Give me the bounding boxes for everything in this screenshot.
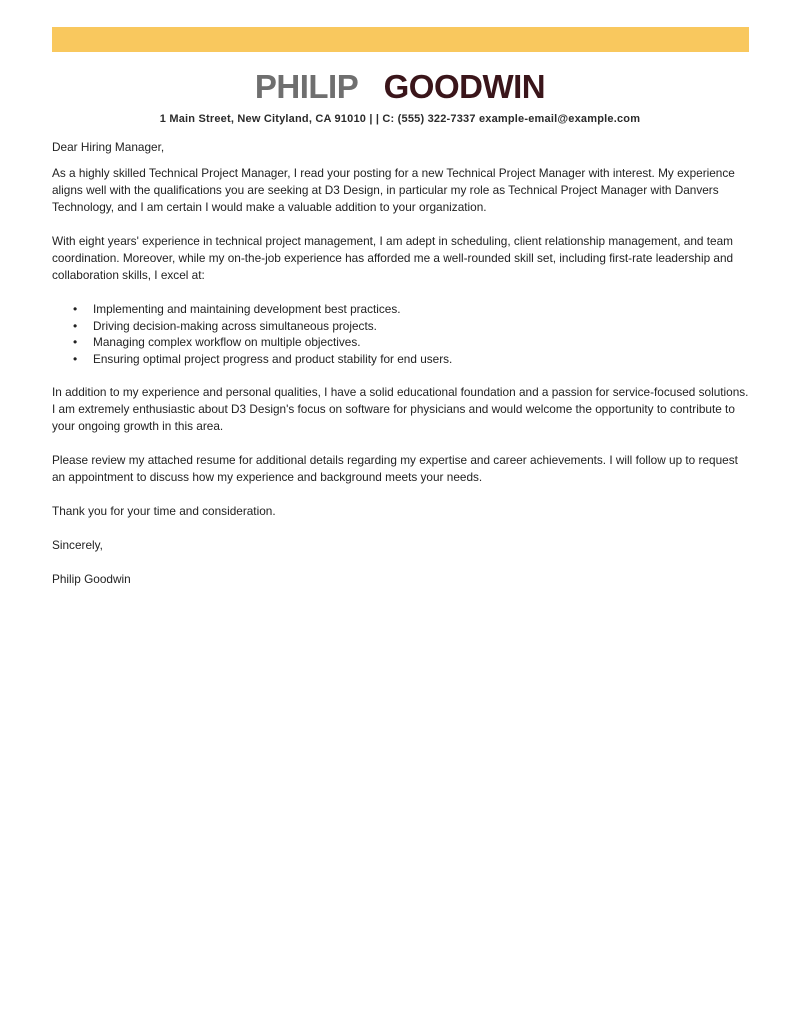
paragraph-follow-up: Please review my attached resume for additional details regarding my expertise and career achievements. I will follow up to request an appointment to discuss how my experience and background meets your needs.: [52, 453, 738, 484]
header-banner: [52, 27, 749, 52]
signoff: Sincerely,: [52, 538, 103, 552]
bullet-item: • Driving decision-making across simultaneous projects.: [52, 318, 749, 335]
last-name: GOODWIN: [383, 68, 546, 105]
first-name: PHILIP: [254, 68, 358, 105]
bullet-item: • Ensuring optimal project progress and product stability for end users.: [52, 351, 749, 368]
paragraph-intro: As a highly skilled Technical Project Manager, I read your posting for a new Technical Project Manager with interest. My experience aligns well with the qualifications you are seeking at D3 Design, in particular my role as Technical Project Manager with Danvers Technology, and I am certain I would make a valuable addition to your organization.: [52, 166, 735, 214]
bullet-item: • Implementing and maintaining development best practices.: [52, 301, 749, 318]
name-space: [366, 68, 375, 105]
paragraph-education: In addition to my experience and personal qualities, I have a solid educational foundation and a passion for service-focused solutions. I am extremely enthusiastic about D3 Design's focus on software for physicians and would welcome the opportunity to contribute to your ongoing growth in this area.: [52, 385, 749, 433]
salutation: Dear Hiring Manager,: [52, 140, 165, 154]
page-title: [0, 68, 800, 106]
letter-body: [52, 139, 749, 605]
paragraph-experience: With eight years' experience in technical project management, I am adept in scheduling, client relationship management, and team coordination. Moreover, while my on-the-job experience has afforded me a well-rounded skill set, including first-rate leadership and collaboration skills, I excel at:: [52, 234, 734, 282]
contact-line: 1 Main Street, New Cityland, CA 91010 | | C: (555) 322-7337 example-email@example.com: [159, 113, 641, 125]
bullet-item: • Managing complex workflow on multiple objectives.: [52, 334, 749, 351]
signature-name: Philip Goodwin: [52, 572, 131, 586]
skills-bullet-list: [52, 301, 749, 367]
thanks-line: Thank you for your time and consideration.: [52, 504, 276, 518]
